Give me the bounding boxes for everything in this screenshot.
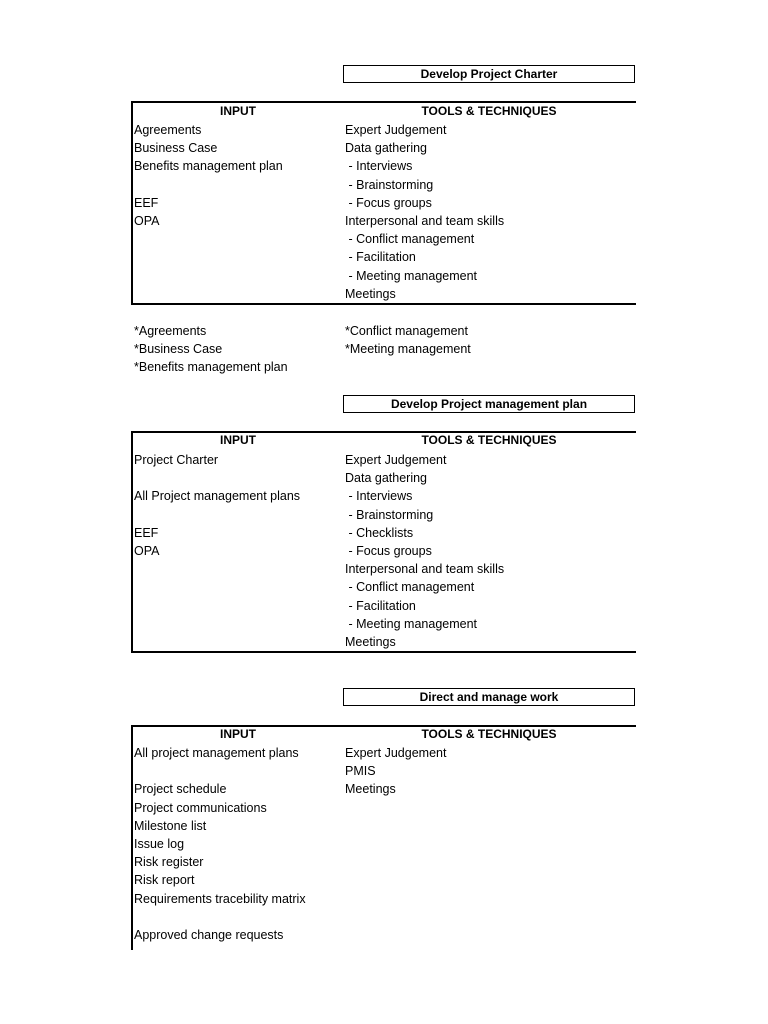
list-item: - Interviews <box>345 159 413 174</box>
list-item <box>134 469 300 487</box>
list-item: - Brainstorming <box>345 507 434 522</box>
list-item <box>134 615 300 633</box>
list-item: Expert Judgement <box>345 453 447 467</box>
list-item: Issue log <box>134 836 185 851</box>
list-item <box>134 176 283 194</box>
list-item: *Agreements <box>134 324 207 338</box>
list-item <box>134 908 306 926</box>
section-1-input-header: INPUT <box>220 104 256 118</box>
list-item: Data gathering <box>345 141 428 156</box>
section-1-notes-left <box>134 322 288 377</box>
list-item: OPA <box>134 213 160 228</box>
list-item: Meetings <box>345 634 396 649</box>
list-item: - Facilitation <box>345 250 416 265</box>
list-item: - Conflict management <box>345 580 475 595</box>
list-item: All Project management plans <box>134 489 301 504</box>
section-3-title: Direct and manage work <box>343 688 635 706</box>
list-item: *Conflict management <box>345 324 468 338</box>
section-2-title: Develop Project management plan <box>343 395 635 413</box>
list-item: *Business Case <box>134 342 223 357</box>
section-3-inputs <box>134 744 306 944</box>
list-item <box>134 506 300 524</box>
list-item: Interpersonal and team skills <box>345 562 505 577</box>
section-2-table-left-border <box>131 431 133 653</box>
section-3-tools-header: TOOLS & TECHNIQUES <box>421 727 557 741</box>
list-item <box>134 230 283 248</box>
list-item: - Facilitation <box>345 598 416 613</box>
list-item: Expert Judgement <box>345 123 447 137</box>
list-item <box>134 633 300 651</box>
list-item: - Checklists <box>345 525 414 540</box>
section-1-title: Develop Project Charter <box>343 65 635 83</box>
list-item: Risk register <box>134 855 204 870</box>
section-1-tools <box>345 121 504 303</box>
section-3-table-left-border <box>131 725 133 950</box>
list-item: Risk report <box>134 873 195 888</box>
list-item: Project communications <box>134 800 267 815</box>
list-item <box>134 597 300 615</box>
section-1-inputs <box>134 121 283 303</box>
section-3-input-header: INPUT <box>220 727 256 741</box>
section-1-table-left-border <box>131 101 133 305</box>
list-item <box>134 248 283 266</box>
list-item <box>134 560 300 578</box>
section-2-tools <box>345 451 504 651</box>
list-item: OPA <box>134 543 160 558</box>
list-item: - Meeting management <box>345 268 478 283</box>
list-item: Project schedule <box>134 782 227 797</box>
list-item: - Meeting management <box>345 616 478 631</box>
list-item: - Brainstorming <box>345 177 434 192</box>
list-item <box>134 267 283 285</box>
list-item: Agreements <box>134 123 202 137</box>
list-item: Milestone list <box>134 818 207 833</box>
list-item: PMIS <box>345 764 376 779</box>
list-item: Expert Judgement <box>345 746 447 760</box>
list-item: Business Case <box>134 141 218 156</box>
section-3-tools <box>345 744 446 799</box>
section-2-input-header: INPUT <box>220 433 256 447</box>
list-item: Project Charter <box>134 453 219 467</box>
list-item: EEF <box>134 525 159 540</box>
list-item: EEF <box>134 195 159 210</box>
list-item: All project management plans <box>134 746 299 760</box>
list-item: - Conflict management <box>345 232 475 247</box>
list-item: - Focus groups <box>345 195 432 210</box>
list-item: *Meeting management <box>345 342 471 357</box>
list-item: - Focus groups <box>345 543 432 558</box>
list-item: Interpersonal and team skills <box>345 213 505 228</box>
list-item <box>134 285 283 303</box>
section-1-tools-header: TOOLS & TECHNIQUES <box>421 104 557 118</box>
list-item: Meetings <box>345 286 396 301</box>
list-item <box>134 578 300 596</box>
list-item: Data gathering <box>345 471 428 486</box>
section-1-table-bottom-border <box>131 303 636 305</box>
section-1-notes-right <box>345 322 471 358</box>
section-2-inputs <box>134 451 300 651</box>
section-2-tools-header: TOOLS & TECHNIQUES <box>421 433 557 447</box>
list-item: - Interviews <box>345 489 413 504</box>
list-item: *Benefits management plan <box>134 360 288 375</box>
list-item <box>134 762 306 780</box>
list-item: Approved change requests <box>134 927 284 942</box>
list-item: Meetings <box>345 782 396 797</box>
section-2-table-bottom-border <box>131 651 636 653</box>
list-item: Requirements tracebility matrix <box>134 891 306 906</box>
list-item: Benefits management plan <box>134 159 283 174</box>
